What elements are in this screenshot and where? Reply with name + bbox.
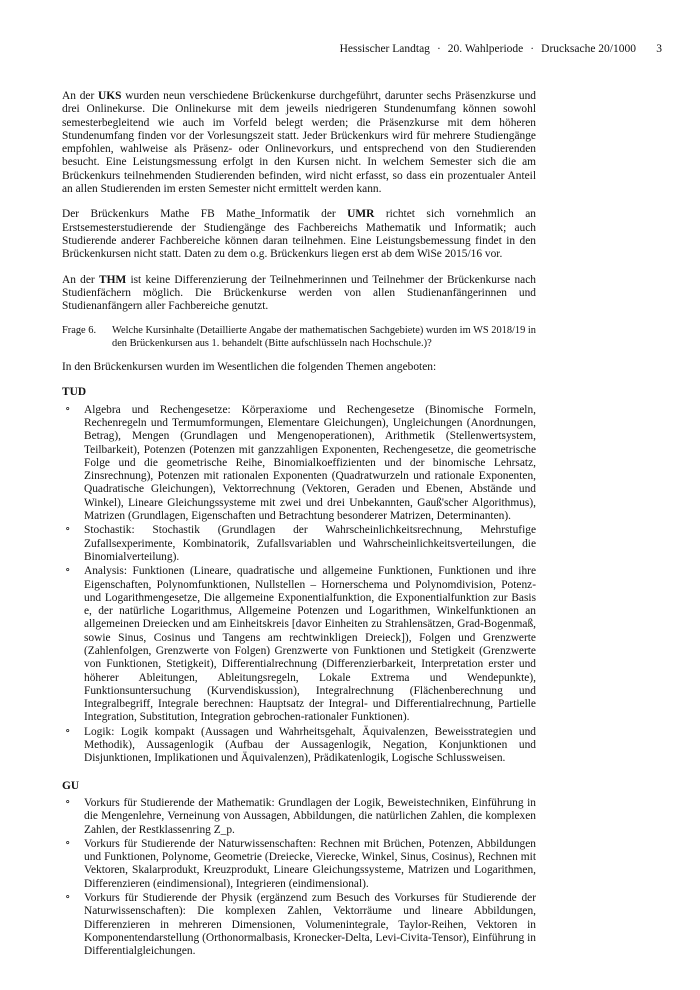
bullet-icon: ∘ bbox=[65, 891, 71, 904]
gu-topic-list bbox=[62, 797, 536, 959]
document-body bbox=[62, 90, 536, 960]
institution-umr: UMR bbox=[347, 208, 375, 221]
bullet-icon: ∘ bbox=[65, 402, 71, 415]
answer-intro: In den Brückenkursen wurden im Wesentlichen die folgenden Themen angeboten: bbox=[62, 361, 437, 374]
question-text: Welche Kursinhalte (Detaillierte Angabe der mathematischen Sachgebiete) wurden im WS 2018/19 in den Brückenkursen aus 1. behandelt (Bitte aufschlüsseln nach Hochschule.)? bbox=[112, 325, 536, 349]
bullet-icon: ∘ bbox=[65, 724, 71, 737]
header-period: 20. Wahlperiode bbox=[447, 43, 524, 55]
bullet-icon: ∘ bbox=[65, 523, 71, 536]
paragraph-thm: An der THM ist keine Differenzierung der Teilnehmerinnen und Teilnehmer der Brückenkurse nach Studienfächern möglich. Die Brückenkurse werden von allen Studienanfängerinnen und Studienanfängern aller Fachbereiche genutzt. bbox=[62, 273, 536, 313]
bullet-icon: ∘ bbox=[65, 795, 71, 808]
question-6 bbox=[62, 325, 536, 350]
header-parliament: Hessischer Landtag bbox=[339, 43, 430, 55]
paragraph-umr: Der Brückenkurs Mathe FB Mathe_Informatik der UMR richtet sich vornehmlich an Erstsemesterstudierende der Studiengänge des Fachbereichs Mathematik und Informatik; auch Studierende anderer Fachbereiche können daran teilnehmen. Eine Leistungsbemessung findet in den Brückenkursen nicht statt. Daten zu dem o.g. Brückenkurs liegen erst ab dem WiSe 2015/16 vor. bbox=[62, 208, 537, 261]
header-document: Drucksache 20/1000 bbox=[541, 43, 636, 55]
list-item: ∘ Analysis: Funktionen (Lineare, quadratische und allgemeine Funktionen, Funktionen und ihre Eigenschaften, Polynomfunktionen, Nullstellen – Hornerschema und Polynomdivision, Potenz- und Logarithmengesetze, Die allgemeine Exponentialfunktion, die Exponentialfunktion zur Basis e, der natürliche Logarithmus, Allgemeine Potenzen und Logarithmen, Winkelfunktionen an allgemeinen Dreiecken und am Einheitskreis [davor Einheiten zu Strahlensätzen, Grad-Bogenmaß, sowie Sinus, Cosinus und Tangens am rechtwinkligen Dreieck]), Folgen und Grenzwerte (Zahlenfolgen, Grenzwerte von Folgen) Grenzwerte von Funktionen und Stetigkeit (Grenzwerte von Funktionen, Stetigkeit), Differentialrechnung (Differenzierbarkeit, Interpretation erster und höherer Ableitungen, Ableitungsregeln, Lokale Extrema und Wendepunkte), Funktionsuntersuchung (Kurvendiskussion), Integralrechnung (Flächenberechnung und Integralbegriff, Integrale berechnen: Hauptsatz der Integral- und Differentialrechnung, Partielle Integration, Substitution, Integration gebrochen-rationaler Funktionen). bbox=[65, 564, 536, 724]
list-item: ∘ Algebra und Rechengesetze: Körperaxiome und Rechengesetze (Binomische Formeln, Rechenregeln und Termumformungen, Elementare Gleichungen), Ungleichungen (Anordnungen, Betrag), Mengen (Grundlagen und Mengenoperationen), Arithmetik (Stellenwertsystem, Teilbarkeit), Potenzen (Potenzen mit ganzzahligen Exponenten, Rechengesetze, die geometrische Folge und die geometrische Reihe, Binomialkoeffizienten und der binomische Lehrsatz, Zinsrechnung), Potenzen mit rationalen Exponenten (Quadratwurzeln und rationale Exponenten, Quadratische Gleichungen), Vektorrechnung (Vektoren, Geraden und Ebenen, Abstände und Winkel), Lineare Gleichungssysteme mit zwei und drei Unbekannten, Gauß'scher Algorithmus), Matrizen (Grundlagen, Eigenschaften und Betrachtung besonderer Matrizen, Determinanten). bbox=[65, 402, 536, 523]
list-item: ∘ Vorkurs für Studierende der Physik (ergänzend zum Besuch des Vorkurses für Studierende der Naturwissenschaften): Die komplexen Zahlen, Vektorräume und lineare Abbildungen, Differenzieren in mehreren Dimensionen, Volumenintegrale, Taylor-Reihen, Vektoren in Komponentendarstellung (Orthonormalbasis, Kronecker-Delta, Levi-Civita-Tensor), Einführung in Differentialgleichungen. bbox=[65, 891, 536, 958]
section-heading-gu: GU bbox=[62, 779, 80, 792]
header-separator: · bbox=[436, 43, 441, 55]
page-number: 3 bbox=[656, 43, 662, 55]
list-item: ∘ Vorkurs für Studierende der Naturwissenschaften: Rechnen mit Brüchen, Potenzen, Abbildungen und Funktionen, Polynome, Geometrie (Dreiecke, Vierecke, Winkel, Sinus, Cosinus), Rechnen mit Vektoren, Skalarprodukt, Kreuzprodukt, Lineare Gleichungssysteme, Matrizen und Logarithmen, Differenzieren (eindimensional), Integrieren (eindimensional). bbox=[65, 836, 536, 890]
bullet-icon: ∘ bbox=[65, 564, 71, 577]
list-item: ∘ Stochastik: Stochastik (Grundlagen der Wahrscheinlichkeitsrechnung, Mehrstufige Zufallsexperimente, Kombinatorik, Zufallsvariablen und Wahrscheinlichkeitsverteilungen, die Binomialverteilung). bbox=[65, 523, 536, 563]
institution-thm: THM bbox=[98, 273, 127, 286]
tud-topic-list bbox=[62, 404, 536, 766]
section-heading-tud: TUD bbox=[62, 386, 87, 399]
bullet-icon: ∘ bbox=[65, 836, 71, 849]
institution-uks: UKS bbox=[98, 90, 122, 102]
list-item: ∘ Logik: Logik kompakt (Aussagen und Wahrheitsgehalt, Äquivalenzen, Beweisstrategien und Methodik), Aussagenlogik (Aufbau der Aussagenlogik, Negation, Konjunktionen und Disjunktionen, Implikationen und Äquivalenzen), Prädikatenlogik, Logische Schlussweisen. bbox=[65, 724, 536, 765]
question-label: Frage 6. bbox=[62, 325, 97, 337]
list-item: ∘ Vorkurs für Studierende der Mathematik: Grundlagen der Logik, Beweistechniken, Einführung in die Mengenlehre, Verneinung von Aussagen, Abbildungen, die natürlichen Zahlen, die komplexen Zahlen, der Restklassenring Z_p. bbox=[65, 795, 536, 836]
header-separator: · bbox=[530, 43, 535, 55]
header-text bbox=[340, 42, 636, 56]
paragraph-uks: An der UKS wurden neun verschiedene Brückenkurse durchgeführt, darunter sechs Präsenzkurse und drei Onlinekurse. Die Onlinekurse mit dem jeweils niedrigeren Stundenumfang können sowohl semesterbegleitend wie auch im Vorfeld belegt werden; die Präsenzkurse mit dem höheren Stundenumfang finden vor der Vorlesungszeit statt. Jeder Brückenkurs wird für mehrere Studiengänge empfohlen, wahlweise als Präsenz- oder Onlinevorkurs, und entsprechend von den Studierenden besucht. Eine Leistungsmessung erfolgt in den Kursen nicht. In welchem Semester sich die am Brückenkurs teilnehmenden Studierenden befinden, wird nicht erfasst, so dass ein prozentualer Anteil an allen Studierenden im ersten Semester nicht ermittelt werden kann. bbox=[62, 90, 536, 196]
